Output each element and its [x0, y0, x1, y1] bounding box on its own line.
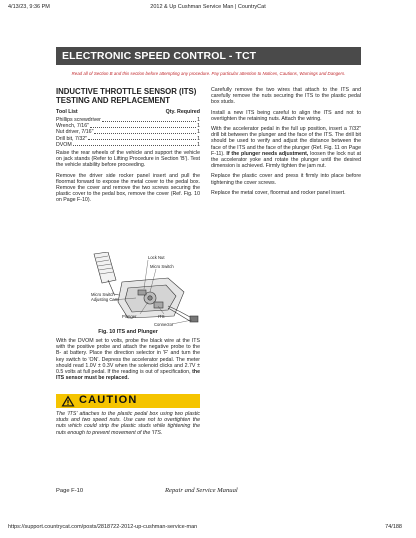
- label-micro-switch: Micro Switch: [150, 264, 174, 269]
- label-connector: Connector: [154, 322, 174, 327]
- paragraph-raise-vehicle: Raise the rear wheels of the vehicle and support the vehicle on jack stands (Refer to Lifting Procedure in Section 'B'). Test the vehicle stability before proceeding.: [56, 150, 200, 169]
- its-plunger-figure: [88, 252, 208, 328]
- section-title-banner: [56, 47, 361, 65]
- figure-caption: Fig. 10 ITS and Plunger: [98, 329, 158, 335]
- qty-required-label: Qty. Required: [165, 109, 200, 115]
- paragraph-install-its: Install a new ITS being careful to align the ITS and not to overtighten the retaining nuts. Attach the wiring.: [211, 109, 361, 122]
- paragraph-replace-plastic-cover: Replace the plastic cover and press it firmly into place before tightening the cover screws.: [211, 173, 361, 186]
- left-column: [56, 87, 200, 208]
- procedure-heading: [56, 87, 200, 105]
- tool-row: Wrench, 7/16" 1: [56, 123, 200, 130]
- paragraph-remove-wires: Carefully remove the two wires that attach to the ITS and carefully remove the nuts securing the ITS to the plastic pedal box studs.: [211, 87, 361, 106]
- paragraph-adjust-plunger: With the accelerator pedal in the full up position, insert a 7/32" drill bit between the plunger and the face of the ITS. The drill bit should be used to verify and adjust the distance between the face of the ITS and the face of the plunger (Ref. Fig. 11 on Page F-11). If the plunger needs adjustment, loosen the lock nut at the accelerator yoke and rotate the plunger until the desired dimension is achieved. Firmly tighten the jam nut.: [211, 126, 361, 170]
- caution-title: CAUTION: [79, 394, 138, 406]
- label-adjusting-cam-line2: Adjusting Cam: [91, 297, 119, 302]
- manual-title: Repair and Service Manual: [165, 487, 238, 494]
- label-its: ITS: [158, 314, 165, 319]
- print-page-title: 2012 & Up Cushman Service Man | CountryCat: [150, 4, 266, 10]
- tool-list: [56, 117, 200, 148]
- label-lock-nut: Lock Nut: [148, 255, 165, 260]
- print-header: [0, 0, 416, 14]
- right-column: [211, 87, 361, 200]
- paragraph-remove-cover: Remove the driver side rocker panel insert and pull the floormat forward to expose the metal cover to the pedal box. Remove the cover and remove the two screws securing the plastic cover to the pedal box, remove the cover (Ref. Fig. 10 on Page F-10).: [56, 172, 200, 204]
- paragraph-replace-metal-cover: Replace the metal cover, floormat and rocker panel insert.: [211, 189, 346, 196]
- tool-list-header: [56, 109, 200, 115]
- warning-triangle-icon: [61, 395, 75, 407]
- page-number: Page F-10: [56, 488, 84, 494]
- section-warning-line: Read all of Section B and this section before attempting any procedure. Pay particular attention to Notices, Cautions, Warnings and Dangers.: [71, 71, 346, 76]
- section-title: ELECTRONIC SPEED CONTROL - TCT: [62, 50, 257, 62]
- tool-row: Drill bit, 7/32" 1: [56, 135, 200, 142]
- tool-row: DVOM 1: [56, 141, 200, 148]
- procedure-heading-line2: TESTING AND REPLACEMENT: [56, 96, 171, 105]
- label-adjusting-cam-line1: Micro Switch: [91, 292, 115, 297]
- print-datetime: 4/13/23, 9:36 PM: [8, 4, 50, 10]
- tool-list-label: Tool List: [56, 109, 78, 115]
- caution-text: The 'ITS' attaches to the plastic pedal box using two plastic studs and two speed nuts. Use care not to overtighten the nuts which could strip the plastic studs while tightening the nuts enough to prevent movement of the 'ITS.: [56, 411, 200, 436]
- accelerator-pedal-drawing: [94, 252, 124, 296]
- label-plunger: Plunger: [122, 314, 137, 319]
- print-url: https://support.countrycat.com/posts/2818722-2012-up-cushman-service-man: [8, 524, 198, 530]
- procedure-heading-line1: INDUCTIVE THROTTLE SENSOR (ITS): [56, 87, 197, 96]
- paragraph-dvom-test: With the DVOM set to volts, probe the black wire at the ITS with the positive probe and attach the negative probe to the B- at battery. Place the direction selector in 'F' and turn the key switch to 'ON'. Depress the accelerator pedal. The meter should read 1.0V ± 0.3V when the solenoid clicks and 2.7V ± 0.5 volts at full pedal. If the reading is out of specification, the ITS sensor must be replaced.: [56, 338, 200, 382]
- left-column-lower: [56, 338, 200, 385]
- pedal-box-drawing: [118, 278, 184, 318]
- caution-banner: [56, 394, 200, 408]
- tool-row: Phillips screwdriver 1: [56, 117, 200, 123]
- print-page-count: 74/188: [385, 524, 402, 530]
- tool-row: Nut driver, 7/16" 1: [56, 129, 200, 136]
